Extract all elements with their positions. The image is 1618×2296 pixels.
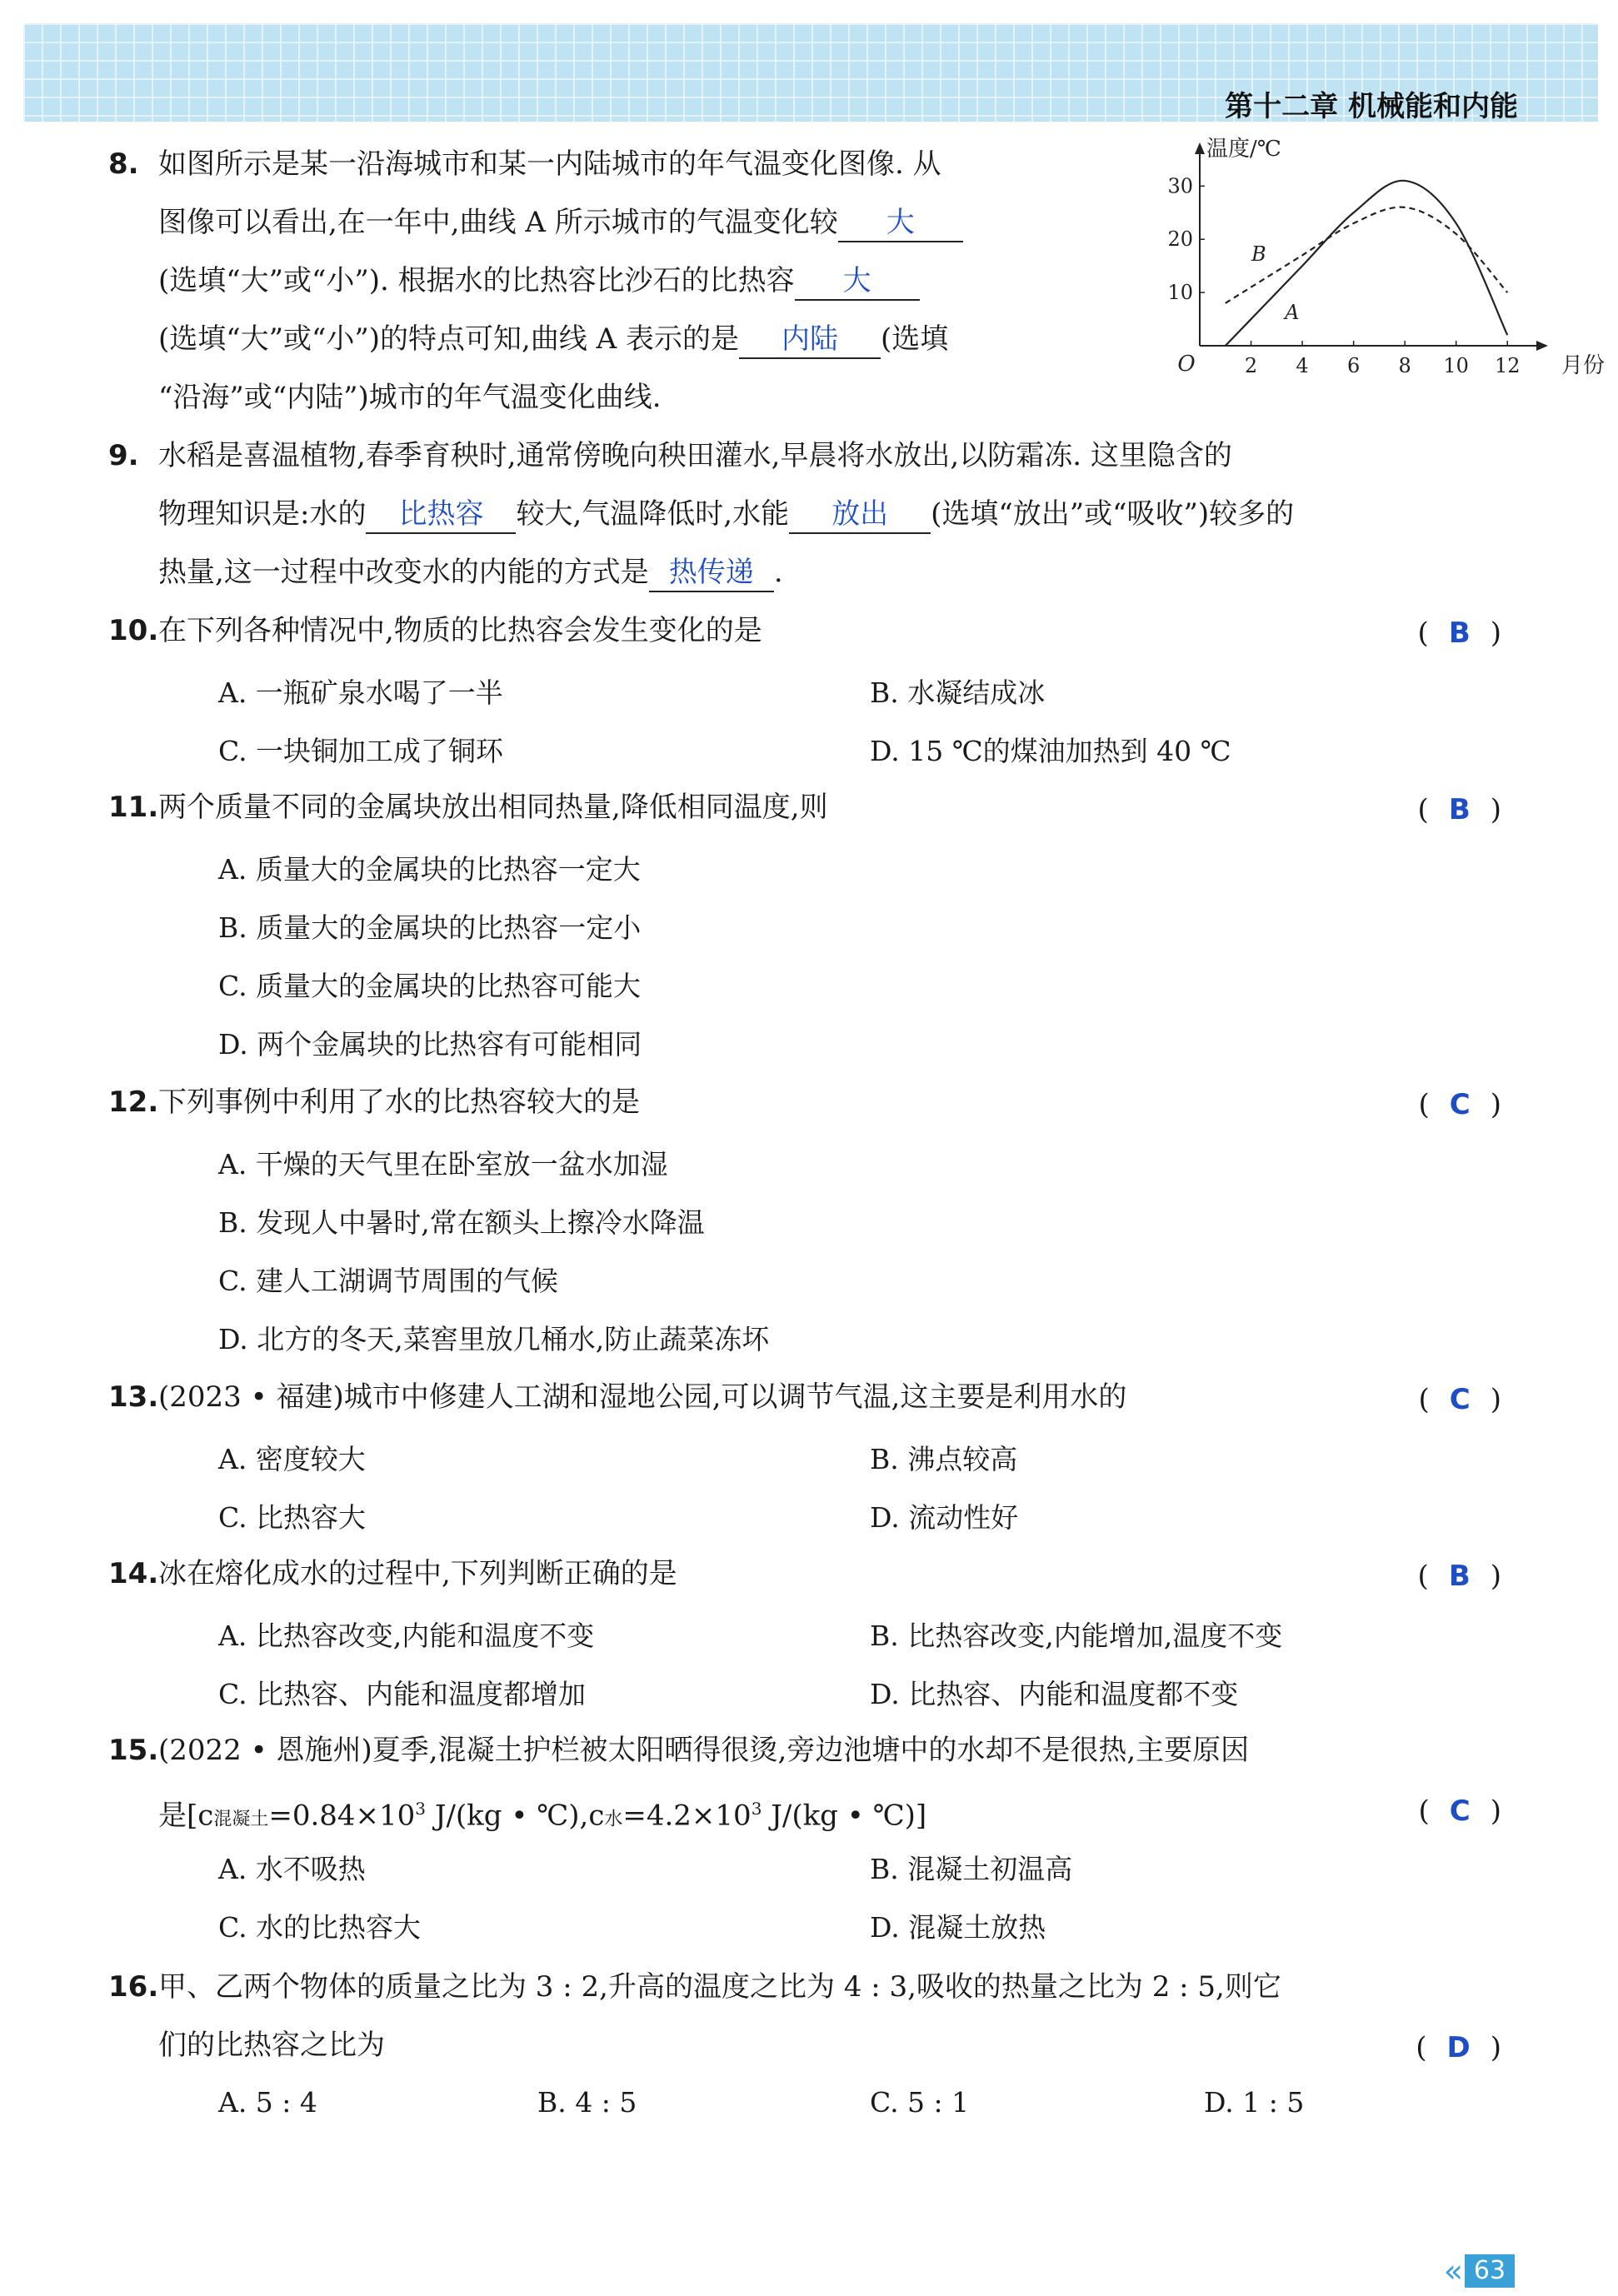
y-tick-label: 30 bbox=[1167, 174, 1193, 198]
option-d: D. 混凝土放热 bbox=[870, 1911, 1046, 1944]
option-c: C. 比热容、内能和温度都增加 bbox=[218, 1678, 587, 1710]
question-number: 12. bbox=[108, 1086, 159, 1119]
answer-choice: C bbox=[1449, 1383, 1471, 1416]
answer-bracket bbox=[1418, 793, 1501, 826]
x-axis-arrow bbox=[1536, 341, 1548, 351]
q9-answer-1: 比热容 bbox=[366, 496, 516, 534]
answer-bracket bbox=[1418, 1560, 1501, 1593]
q8-text: (选填“大”或“小”). 根据水的比热容比沙石的比热容 bbox=[158, 264, 795, 297]
question-12 bbox=[108, 1073, 640, 1131]
question-8 bbox=[108, 135, 941, 193]
option-d: D. 流动性好 bbox=[870, 1501, 1019, 1534]
option-c: C. 建人工湖调节周围的气候 bbox=[218, 1265, 559, 1297]
bracket-close: ) bbox=[1490, 1560, 1501, 1593]
q9-line2 bbox=[158, 485, 1294, 543]
question-number: 14. bbox=[108, 1557, 159, 1590]
answer-bracket bbox=[1416, 2031, 1501, 2064]
question-9 bbox=[108, 427, 1232, 485]
answer-bracket bbox=[1418, 616, 1501, 650]
question-stem: (2023 • 福建)城市中修建人工湖和湿地公园,可以调节气温,这主要是利用水的 bbox=[158, 1380, 1127, 1414]
option-b: B. 水凝结成冰 bbox=[870, 676, 1046, 709]
option-b: B. 质量大的金属块的比热容一定小 bbox=[218, 911, 642, 944]
q8-line5 bbox=[158, 368, 662, 427]
answer-choice: D bbox=[1446, 2031, 1471, 2064]
question-stem: 甲、乙两个物体的质量之比为 3 : 2,升高的温度之比为 4 : 3,吸收的热量之比为 2 : 5,则它 bbox=[158, 1970, 1281, 2004]
bracket-open: ( bbox=[1417, 616, 1429, 650]
option-a: A. 水不吸热 bbox=[218, 1853, 366, 1885]
page-number: 63 bbox=[1465, 2254, 1515, 2288]
question-number: 11. bbox=[108, 791, 159, 824]
option-a: A. 质量大的金属块的比热容一定大 bbox=[218, 853, 641, 886]
x-tick-label: 2 bbox=[1244, 354, 1258, 377]
option-b: B. 4 : 5 bbox=[537, 2086, 637, 2119]
q15-text: =4.2×10 bbox=[622, 1799, 752, 1833]
option-c: C. 比热容大 bbox=[218, 1501, 367, 1534]
q8-line1: 如图所示是某一沿海城市和某一内陆城市的年气温变化图像. 从 bbox=[158, 147, 941, 181]
answer-choice: B bbox=[1448, 616, 1471, 650]
chapter-title: 第十二章 机械能和内能 bbox=[1225, 90, 1518, 123]
option-c: C. 一块铜加工成了铜环 bbox=[218, 735, 504, 767]
q8-answer-3: 内陆 bbox=[739, 321, 881, 359]
bracket-open: ( bbox=[1418, 1794, 1430, 1828]
q8-text: (选填“大”或“小”)的特点可知,曲线 A 表示的是 bbox=[158, 322, 740, 356]
q8-text: (选填 bbox=[881, 322, 949, 356]
subscript: 混凝土 bbox=[213, 1809, 269, 1830]
option-c: C. 质量大的金属块的比热容可能大 bbox=[218, 970, 642, 1002]
bracket-open: ( bbox=[1418, 1088, 1430, 1121]
double-chevron-left-icon: « bbox=[1443, 2253, 1463, 2289]
option-d: D. 北方的冬天,菜窖里放几桶水,防止蔬菜冻坏 bbox=[218, 1323, 770, 1355]
bracket-open: ( bbox=[1417, 793, 1429, 826]
answer-choice: B bbox=[1448, 1560, 1471, 1593]
bracket-open: ( bbox=[1417, 1560, 1429, 1593]
x-tick-label: 4 bbox=[1296, 354, 1309, 377]
option-d: D. 1 : 5 bbox=[1204, 2086, 1305, 2119]
bracket-close: ) bbox=[1490, 793, 1501, 826]
question-11 bbox=[108, 778, 828, 836]
option-d: D. 比热容、内能和温度都不变 bbox=[870, 1678, 1239, 1710]
option-b: B. 沸点较高 bbox=[870, 1443, 1018, 1475]
question-number: 9. bbox=[108, 439, 139, 472]
q9-line1: 水稻是喜温植物,春季育秧时,通常傍晚向秧田灌水,早晨将水放出,以防霜冻. 这里隐含的 bbox=[158, 439, 1232, 472]
option-a: A. 干燥的天气里在卧室放一盆水加湿 bbox=[218, 1148, 668, 1180]
x-tick-label: 12 bbox=[1494, 354, 1521, 377]
option-c: C. 5 : 1 bbox=[870, 2086, 970, 2119]
q15-line2 bbox=[158, 1779, 926, 1849]
q16-text: 们的比热容之比为 bbox=[158, 2029, 385, 2062]
q15-text: J/(kg • ℃)] bbox=[762, 1799, 927, 1833]
temperature-chart bbox=[1141, 137, 1606, 379]
question-number: 13. bbox=[108, 1380, 159, 1414]
q8-text: 图像可以看出,在一年中,曲线 A 所示城市的气温变化较 bbox=[158, 206, 838, 239]
question-stem: 冰在熔化成水的过程中,下列判断正确的是 bbox=[158, 1557, 677, 1590]
x-tick-label: 8 bbox=[1398, 354, 1411, 377]
question-14 bbox=[108, 1545, 677, 1603]
subscript: 水 bbox=[604, 1809, 623, 1830]
question-stem: (2022 • 恩施州)夏季,混凝土护栏被太阳晒得很烫,旁边池塘中的水却不是很热,主要原因 bbox=[158, 1734, 1250, 1767]
superscript: 3 bbox=[415, 1799, 427, 1819]
question-stem: 在下列各种情况中,物质的比热容会发生变化的是 bbox=[158, 614, 762, 647]
q9-line3 bbox=[158, 543, 783, 601]
option-a: A. 5 : 4 bbox=[218, 2086, 317, 2119]
x-axis-label: 月份 bbox=[1561, 353, 1606, 378]
bracket-close: ) bbox=[1490, 2031, 1501, 2064]
superscript: 3 bbox=[751, 1799, 762, 1819]
y-tick-label: 20 bbox=[1167, 227, 1193, 252]
q8-line2 bbox=[158, 193, 963, 252]
series-line-A bbox=[1226, 181, 1507, 346]
q15-text: J/(kg • ℃),c bbox=[426, 1799, 605, 1833]
question-number: 16. bbox=[108, 1970, 159, 2004]
y-axis-label: 温度/℃ bbox=[1206, 137, 1281, 162]
question-number: 15. bbox=[108, 1734, 159, 1767]
x-tick-label: 6 bbox=[1346, 354, 1361, 377]
bracket-open: ( bbox=[1416, 2031, 1427, 2064]
question-15 bbox=[108, 1721, 1250, 1779]
bracket-open: ( bbox=[1418, 1383, 1430, 1416]
series-line-B bbox=[1226, 207, 1507, 303]
q8-text: “沿海”或“内陆”)城市的年气温变化曲线. bbox=[158, 381, 662, 414]
option-d: D. 两个金属块的比热容有可能相同 bbox=[218, 1028, 642, 1061]
q9-text: . bbox=[773, 556, 783, 589]
option-a: A. 比热容改变,内能和温度不变 bbox=[218, 1620, 595, 1652]
question-number: 10. bbox=[108, 614, 159, 647]
q8-line4 bbox=[158, 310, 948, 368]
origin-label: O bbox=[1177, 352, 1196, 377]
answer-bracket bbox=[1419, 1088, 1501, 1121]
q8-line3 bbox=[158, 252, 920, 310]
option-b: B. 发现人中暑时,常在额头上擦冷水降温 bbox=[218, 1206, 705, 1239]
bracket-close: ) bbox=[1490, 1794, 1501, 1828]
y-tick-label: 10 bbox=[1167, 281, 1193, 305]
q9-answer-3: 热传递 bbox=[649, 554, 774, 592]
question-16 bbox=[108, 1958, 1281, 2016]
y-axis-arrow bbox=[1195, 142, 1205, 154]
option-d: D. 15 ℃的煤油加热到 40 ℃ bbox=[870, 735, 1231, 767]
question-stem: 下列事例中利用了水的比热容较大的是 bbox=[158, 1086, 640, 1119]
answer-choice: B bbox=[1448, 793, 1471, 826]
x-tick-label: 10 bbox=[1443, 354, 1469, 377]
option-b: B. 混凝土初温高 bbox=[870, 1853, 1073, 1885]
q9-text: (选填“放出”或“吸收”)较多的 bbox=[931, 497, 1295, 531]
q9-text: 较大,气温降低时,水能 bbox=[516, 497, 790, 531]
q8-answer-1: 大 bbox=[838, 204, 963, 242]
question-number: 8. bbox=[108, 147, 139, 181]
answer-choice: C bbox=[1449, 1794, 1471, 1828]
option-b: B. 比热容改变,内能增加,温度不变 bbox=[870, 1620, 1283, 1652]
q9-answer-2: 放出 bbox=[789, 496, 931, 534]
q15-text: 是[c bbox=[158, 1799, 214, 1833]
question-13 bbox=[108, 1368, 1127, 1426]
series-label-B: B bbox=[1251, 242, 1266, 266]
q9-text: 物理知识是:水的 bbox=[158, 497, 367, 531]
option-c: C. 水的比热容大 bbox=[218, 1911, 422, 1944]
answer-choice: C bbox=[1449, 1088, 1471, 1121]
bracket-close: ) bbox=[1490, 1088, 1501, 1121]
option-a: A. 一瓶矿泉水喝了一半 bbox=[218, 676, 503, 709]
q9-text: 热量,这一过程中改变水的内能的方式是 bbox=[158, 556, 649, 589]
bracket-close: ) bbox=[1490, 616, 1501, 650]
q15-text: =0.84×10 bbox=[268, 1799, 416, 1833]
answer-bracket bbox=[1419, 1794, 1501, 1828]
question-10 bbox=[108, 601, 762, 660]
option-a: A. 密度较大 bbox=[218, 1443, 366, 1475]
q8-answer-2: 大 bbox=[795, 262, 920, 301]
answer-bracket bbox=[1419, 1383, 1501, 1416]
question-stem: 两个质量不同的金属块放出相同热量,降低相同温度,则 bbox=[158, 791, 828, 824]
bracket-close: ) bbox=[1490, 1383, 1501, 1416]
q16-line2 bbox=[158, 2016, 385, 2074]
series-label-A: A bbox=[1285, 301, 1300, 325]
